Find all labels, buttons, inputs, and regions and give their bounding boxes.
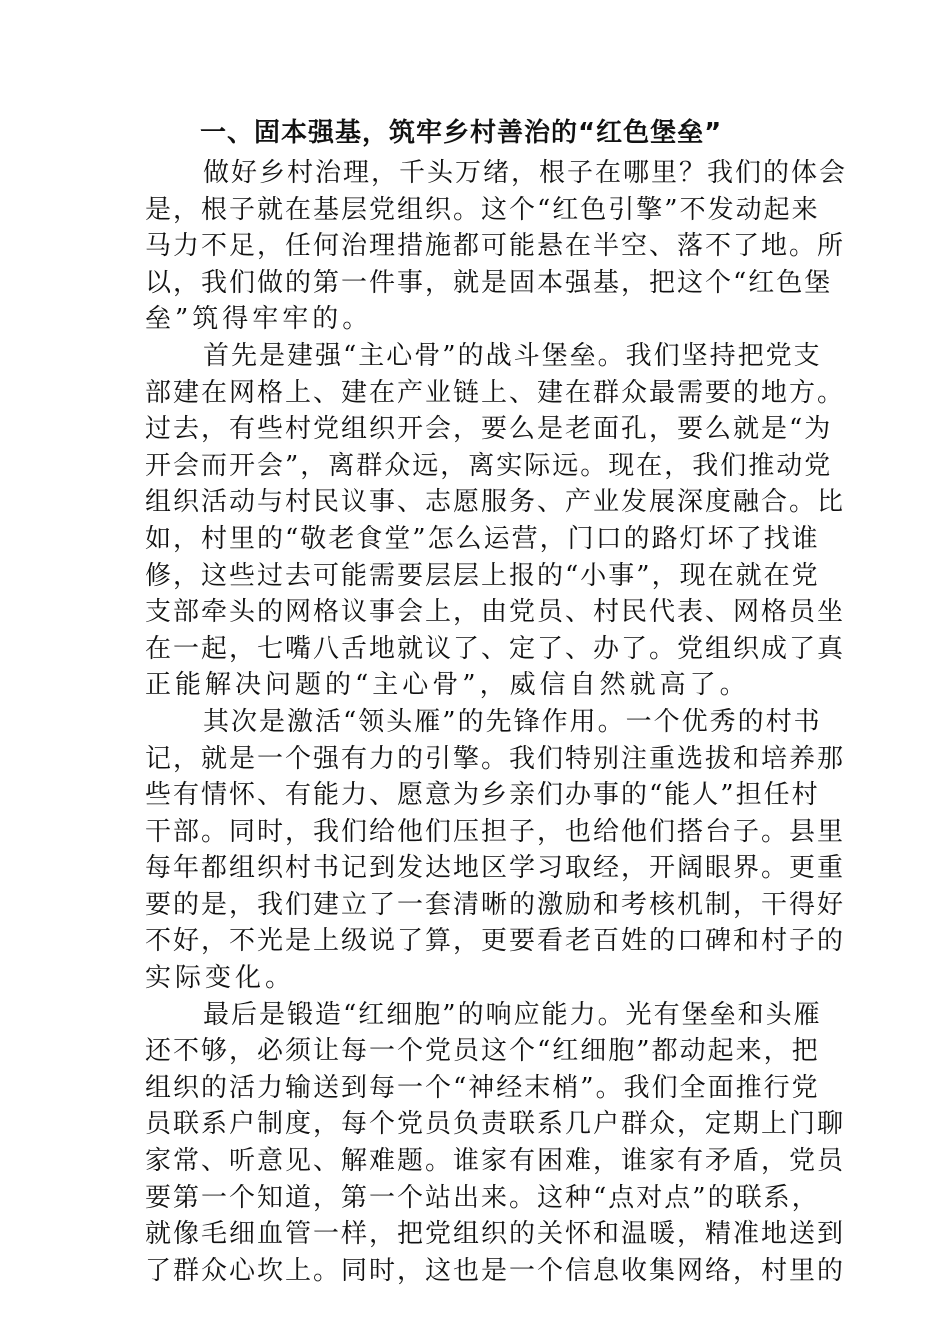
text-line: 干部。同时，我们给他们压担子，也给他们搭台子。县里 (145, 816, 846, 847)
text-line: 马力不足，任何治理措施都可能悬在半空、落不了地。所 (145, 231, 846, 262)
text-line: 员联系户制度，每个党员负责联系几户群众，定期上门聊 (145, 1109, 846, 1140)
text-line: 正能解决问题的“主心骨”，威信自然就高了。 (145, 670, 750, 701)
text-line: 支部牵头的网格议事会上，由党员、村民代表、网格员坐 (145, 597, 846, 628)
text-line: 修，这些过去可能需要层层上报的“小事”，现在就在党 (145, 560, 820, 591)
paragraph (145, 997, 846, 1290)
text-line: 每年都组织村书记到发达地区学习取经，开阔眼界。更重 (145, 853, 846, 884)
text-line: 以，我们做的第一件事，就是固本强基，把这个“红色堡 (145, 267, 833, 298)
text-line: 垒”筑得牢牢的。 (145, 304, 373, 335)
text-line: 家常、听意见、解难题。谁家有困难，谁家有矛盾，党员 (145, 1146, 846, 1177)
text-line: 要的是，我们建立了一套清晰的激励和考核机制，干得好 (145, 889, 846, 920)
text-line: 组织活动与村民议事、志愿服务、产业发展深度融合。比 (145, 487, 846, 518)
paragraph (145, 155, 848, 338)
text-line: 做好乡村治理，千头万绪，根子在哪里？我们的体会 (203, 158, 848, 188)
text-line: 过去，有些村党组织开会，要么是老面孔，要么就是“为 (145, 414, 833, 445)
text-line: 组织的活力输送到每一个“神经末梢”。我们全面推行党 (145, 1072, 820, 1103)
text-line: 不好，不光是上级说了算，更要看老百姓的口碑和村子的 (145, 926, 846, 957)
paragraph (145, 338, 846, 704)
text-line: 如，村里的“敬老食堂”怎么运营，门口的路灯坏了找谁 (145, 523, 820, 554)
text-line: 最后是锻造“红细胞”的响应能力。光有堡垒和头雁 (203, 999, 822, 1030)
body-text (145, 155, 848, 1289)
text-line: 些有情怀、有能力、愿意为乡亲们办事的“能人”担任村 (145, 780, 820, 811)
text-line: 记，就是一个强有力的引擎。我们特别注重选拔和培养那 (145, 743, 846, 774)
text-line: 在一起，七嘴八舌地就议了、定了、办了。党组织成了真 (145, 633, 846, 664)
text-line: 了群众心坎上。同时，这也是一个信息收集网络，村里的 (145, 1255, 846, 1286)
text-line: 开会而开会”，离群众远，离实际远。现在，我们推动党 (145, 450, 833, 481)
text-line: 其次是激活“领头雁”的先锋作用。一个优秀的村书 (203, 706, 822, 737)
paragraph (145, 704, 846, 997)
text-line: 首先是建强“主心骨”的战斗堡垒。我们坚持把党支 (203, 340, 822, 371)
text-line: 要第一个知道，第一个站出来。这种“点对点”的联系， (145, 1182, 820, 1213)
text-line: 是，根子就在基层党组织。这个“红色引擎”不发动起来 (145, 194, 820, 225)
text-line: 部建在网格上、建在产业链上、建在群众最需要的地方。 (145, 377, 846, 408)
section-heading: 一、固本强基，筑牢乡村善治的“红色堡垒” (200, 118, 723, 148)
text-line: 就像毛细血管一样，把党组织的关怀和温暖，精准地送到 (145, 1219, 846, 1250)
text-line: 实际变化。 (145, 963, 296, 994)
text-line: 还不够，必须让每一个党员这个“红细胞”都动起来，把 (145, 1036, 820, 1067)
